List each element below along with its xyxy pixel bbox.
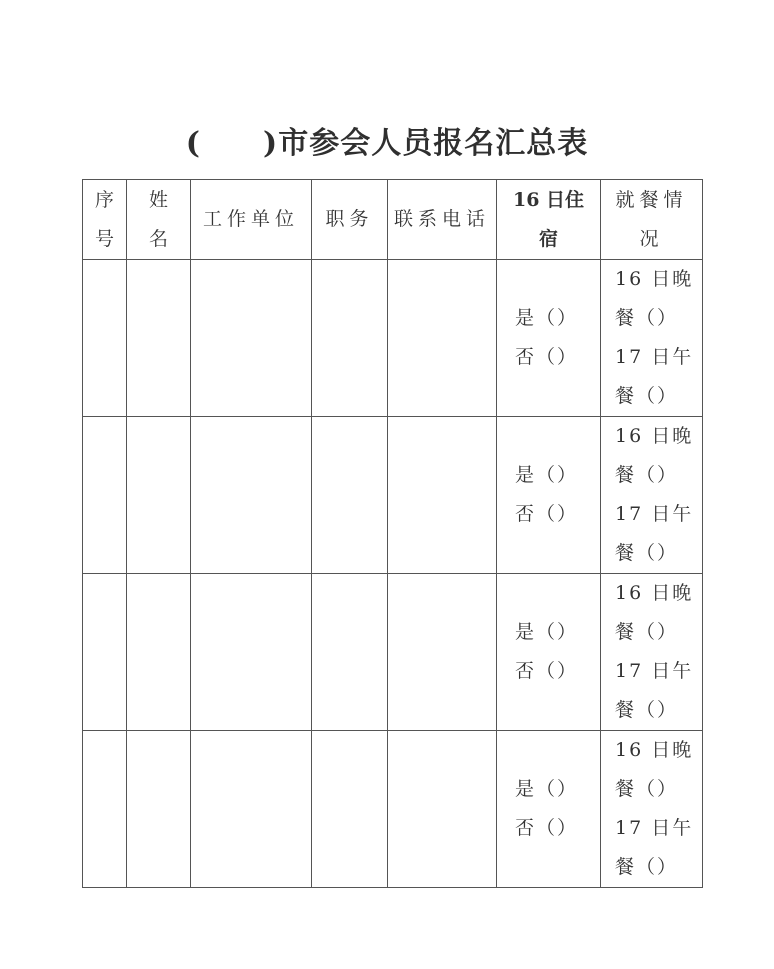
stay-yes-option[interactable]: 是（） bbox=[515, 307, 579, 329]
header-meal-line-1: 就餐情 bbox=[615, 188, 688, 211]
cell-seq[interactable] bbox=[83, 417, 127, 574]
cell-stay bbox=[497, 260, 601, 417]
cell-unit[interactable] bbox=[191, 731, 312, 888]
cell-name[interactable] bbox=[127, 260, 191, 417]
header-stay-line-1: 16 日住 bbox=[512, 188, 585, 211]
header-row bbox=[83, 180, 703, 260]
header-seq-line-1: 序 bbox=[94, 188, 114, 211]
stay-no-option[interactable]: 否（） bbox=[515, 503, 579, 525]
title-close-paren: ) bbox=[263, 126, 279, 161]
header-name-line-1: 姓 bbox=[148, 188, 168, 211]
cell-position[interactable] bbox=[312, 574, 388, 731]
cell-position[interactable] bbox=[312, 260, 388, 417]
cell-meal bbox=[601, 260, 703, 417]
cell-phone[interactable] bbox=[388, 731, 497, 888]
meal-17-lunch-label: 17 日午 bbox=[615, 346, 694, 368]
title-open-paren: ( bbox=[185, 126, 201, 161]
header-unit: 工作单位 bbox=[191, 180, 312, 260]
meal-16-dinner-label: 16 日晚 bbox=[615, 425, 694, 447]
table-row bbox=[83, 260, 703, 417]
cell-seq[interactable] bbox=[83, 574, 127, 731]
header-meal-line-2: 况 bbox=[639, 227, 664, 250]
header-meal bbox=[601, 180, 703, 260]
cell-name[interactable] bbox=[127, 574, 191, 731]
meal-17-lunch-label: 17 日午 bbox=[615, 660, 694, 682]
meal-16-dinner-option[interactable]: 餐（） bbox=[615, 464, 679, 486]
header-name bbox=[127, 180, 191, 260]
table-row bbox=[83, 574, 703, 731]
meal-16-dinner-option[interactable]: 餐（） bbox=[615, 621, 679, 643]
cell-seq[interactable] bbox=[83, 731, 127, 888]
header-name-line-2: 名 bbox=[148, 227, 168, 250]
meal-16-dinner-option[interactable]: 餐（） bbox=[615, 778, 679, 800]
cell-meal bbox=[601, 417, 703, 574]
meal-17-lunch-option[interactable]: 餐（） bbox=[615, 856, 679, 878]
cell-position[interactable] bbox=[312, 731, 388, 888]
header-stay-line-2: 宿 bbox=[538, 227, 558, 250]
cell-phone[interactable] bbox=[388, 417, 497, 574]
meal-17-lunch-option[interactable]: 餐（） bbox=[615, 542, 679, 564]
cell-stay bbox=[497, 574, 601, 731]
cell-unit[interactable] bbox=[191, 260, 312, 417]
cell-stay bbox=[497, 417, 601, 574]
table-row bbox=[83, 417, 703, 574]
cell-unit[interactable] bbox=[191, 417, 312, 574]
meal-16-dinner-option[interactable]: 餐（） bbox=[615, 307, 679, 329]
stay-no-option[interactable]: 否（） bbox=[515, 817, 579, 839]
header-position: 职务 bbox=[312, 180, 388, 260]
stay-no-option[interactable]: 否（） bbox=[515, 346, 579, 368]
cell-phone[interactable] bbox=[388, 574, 497, 731]
meal-16-dinner-label: 16 日晚 bbox=[615, 582, 694, 604]
meal-16-dinner-label: 16 日晚 bbox=[615, 739, 694, 761]
registration-table bbox=[82, 179, 703, 888]
cell-name[interactable] bbox=[127, 417, 191, 574]
title-text: 市参会人员报名汇总表 bbox=[278, 126, 589, 161]
header-seq-line-2: 号 bbox=[94, 227, 114, 250]
header-seq bbox=[83, 180, 127, 260]
cell-seq[interactable] bbox=[83, 260, 127, 417]
stay-yes-option[interactable]: 是（） bbox=[515, 778, 579, 800]
cell-meal bbox=[601, 574, 703, 731]
cell-stay bbox=[497, 731, 601, 888]
meal-17-lunch-label: 17 日午 bbox=[615, 503, 694, 525]
stay-yes-option[interactable]: 是（） bbox=[515, 621, 579, 643]
cell-unit[interactable] bbox=[191, 574, 312, 731]
cell-meal bbox=[601, 731, 703, 888]
cell-phone[interactable] bbox=[388, 260, 497, 417]
header-phone: 联系电话 bbox=[388, 180, 497, 260]
meal-17-lunch-label: 17 日午 bbox=[615, 817, 694, 839]
stay-no-option[interactable]: 否（） bbox=[515, 660, 579, 682]
meal-17-lunch-option[interactable]: 餐（） bbox=[615, 699, 679, 721]
cell-position[interactable] bbox=[312, 417, 388, 574]
header-stay bbox=[497, 180, 601, 260]
page-title bbox=[0, 118, 774, 162]
stay-yes-option[interactable]: 是（） bbox=[515, 464, 579, 486]
cell-name[interactable] bbox=[127, 731, 191, 888]
meal-16-dinner-label: 16 日晚 bbox=[615, 268, 694, 290]
table-row bbox=[83, 731, 703, 888]
meal-17-lunch-option[interactable]: 餐（） bbox=[615, 385, 679, 407]
